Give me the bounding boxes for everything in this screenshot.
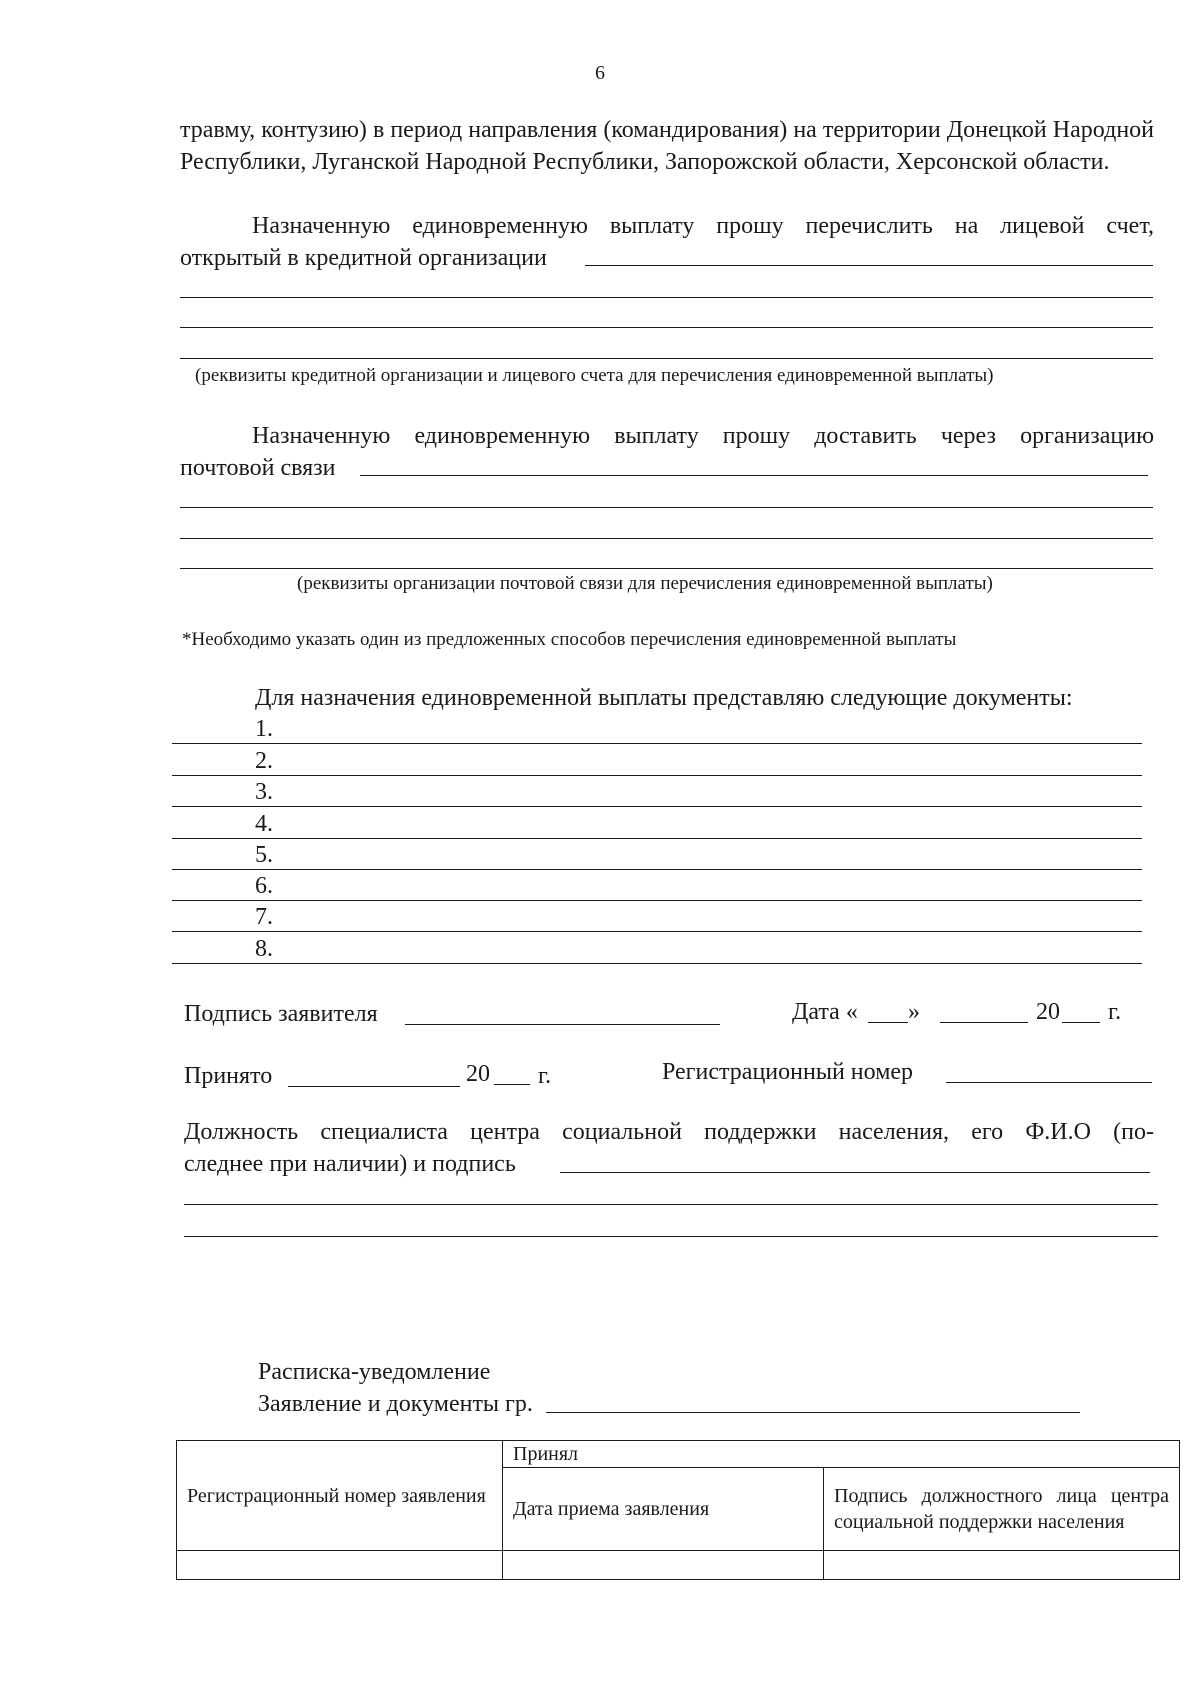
registration-number-label: Регистрационный номер bbox=[662, 1059, 914, 1085]
specialist-line2: следнее при наличии) и подпись bbox=[184, 1151, 516, 1177]
bank-input-line-3[interactable] bbox=[180, 327, 1153, 328]
doc-item-line[interactable] bbox=[172, 806, 1142, 807]
col-reg-number-header: Регистрационный номер заявления bbox=[177, 1441, 503, 1551]
receipt-subtitle: Заявление и документы гр. bbox=[258, 1391, 533, 1417]
post-input-line-1[interactable] bbox=[360, 475, 1148, 476]
signature-label: Подпись заявителя bbox=[184, 1001, 378, 1027]
doc-item-line[interactable] bbox=[172, 775, 1142, 776]
doc-item-number: 4. bbox=[255, 811, 273, 837]
receipt-table bbox=[176, 1440, 1180, 1580]
doc-item-number: 1. bbox=[255, 716, 273, 742]
specialist-input-line-1[interactable] bbox=[560, 1172, 1150, 1173]
specialist-line1: Должность специалиста центра социальной поддержки населения, его Ф.И.О (по- bbox=[184, 1119, 1154, 1145]
accepted-year-input-line[interactable] bbox=[494, 1084, 530, 1085]
post-prompt-line1: Назначенную единовременную выплату прошу доставить через организацию bbox=[252, 423, 1154, 449]
date-quote-close: » bbox=[908, 999, 920, 1025]
intro-paragraph: травму, контузию) в период направления (командирования) на территории Донецкой Народной Республики, Луганской Народной Республики, Запорожской области, Херсонской области. bbox=[180, 117, 1154, 175]
col-signature-header: Подпись должностного лица центра социальной поддержки населения bbox=[824, 1468, 1180, 1551]
registration-number-input-line[interactable] bbox=[946, 1082, 1152, 1083]
date-day-input-line[interactable] bbox=[868, 1022, 908, 1023]
bank-caption: (реквизиты кредитной организации и лицевого счета для перечисления единовременной выплаты) bbox=[195, 365, 994, 386]
col-date-header: Дата приема заявления bbox=[503, 1468, 824, 1551]
post-prompt-line2: почтовой связи bbox=[180, 455, 336, 481]
signature-cell[interactable] bbox=[824, 1551, 1180, 1580]
bank-prompt-line1: Назначенную единовременную выплату прошу перечислить на лицевой счет, bbox=[252, 213, 1154, 239]
doc-item-line[interactable] bbox=[172, 743, 1142, 744]
doc-item-line[interactable] bbox=[172, 900, 1142, 901]
bank-prompt-line2: открытый в кредитной организации bbox=[180, 245, 547, 271]
doc-item-number: 7. bbox=[255, 904, 273, 930]
documents-heading: Для назначения единовременной выплаты представляю следующие документы: bbox=[255, 685, 1073, 711]
doc-item-line[interactable] bbox=[172, 869, 1142, 870]
doc-item-number: 2. bbox=[255, 748, 273, 774]
bank-input-line-2[interactable] bbox=[180, 297, 1153, 298]
post-input-line-2[interactable] bbox=[180, 507, 1153, 508]
date-label: Дата « bbox=[792, 999, 858, 1025]
accepted-label: Принято bbox=[184, 1063, 273, 1089]
doc-item-line[interactable] bbox=[172, 963, 1142, 964]
receipt-title: Расписка-уведомление bbox=[258, 1359, 491, 1385]
col-accepted-header: Принял bbox=[503, 1441, 1180, 1468]
date-year-input-line[interactable] bbox=[1062, 1022, 1100, 1023]
bank-input-line-1[interactable] bbox=[585, 265, 1153, 266]
method-note: *Необходимо указать один из предложенных способов перечисления единовременной выплаты bbox=[182, 629, 957, 650]
doc-item-line[interactable] bbox=[172, 838, 1142, 839]
signature-input-line[interactable] bbox=[405, 1024, 720, 1025]
specialist-input-line-2[interactable] bbox=[184, 1204, 1158, 1205]
specialist-input-line-3[interactable] bbox=[184, 1236, 1158, 1237]
post-input-line-4[interactable] bbox=[180, 568, 1153, 569]
date-year-suffix: г. bbox=[1108, 999, 1122, 1025]
doc-item-number: 8. bbox=[255, 936, 273, 962]
doc-item-number: 3. bbox=[255, 779, 273, 805]
date-cell[interactable] bbox=[503, 1551, 824, 1580]
bank-input-line-4[interactable] bbox=[180, 358, 1153, 359]
accepted-year-suffix: г. bbox=[538, 1063, 552, 1089]
date-month-input-line[interactable] bbox=[940, 1022, 1028, 1023]
doc-item-number: 6. bbox=[255, 873, 273, 899]
post-input-line-3[interactable] bbox=[180, 538, 1153, 539]
accepted-date-input-line[interactable] bbox=[288, 1086, 460, 1087]
post-caption: (реквизиты организации почтовой связи для перечисления единовременной выплаты) bbox=[297, 573, 993, 594]
doc-item-line[interactable] bbox=[172, 931, 1142, 932]
date-year-prefix: 20 bbox=[1036, 999, 1060, 1025]
doc-item-number: 5. bbox=[255, 842, 273, 868]
page-number: 6 bbox=[595, 62, 605, 84]
accepted-year-prefix: 20 bbox=[466, 1061, 490, 1087]
receipt-name-input-line[interactable] bbox=[546, 1412, 1080, 1413]
reg-number-cell[interactable] bbox=[177, 1551, 503, 1580]
